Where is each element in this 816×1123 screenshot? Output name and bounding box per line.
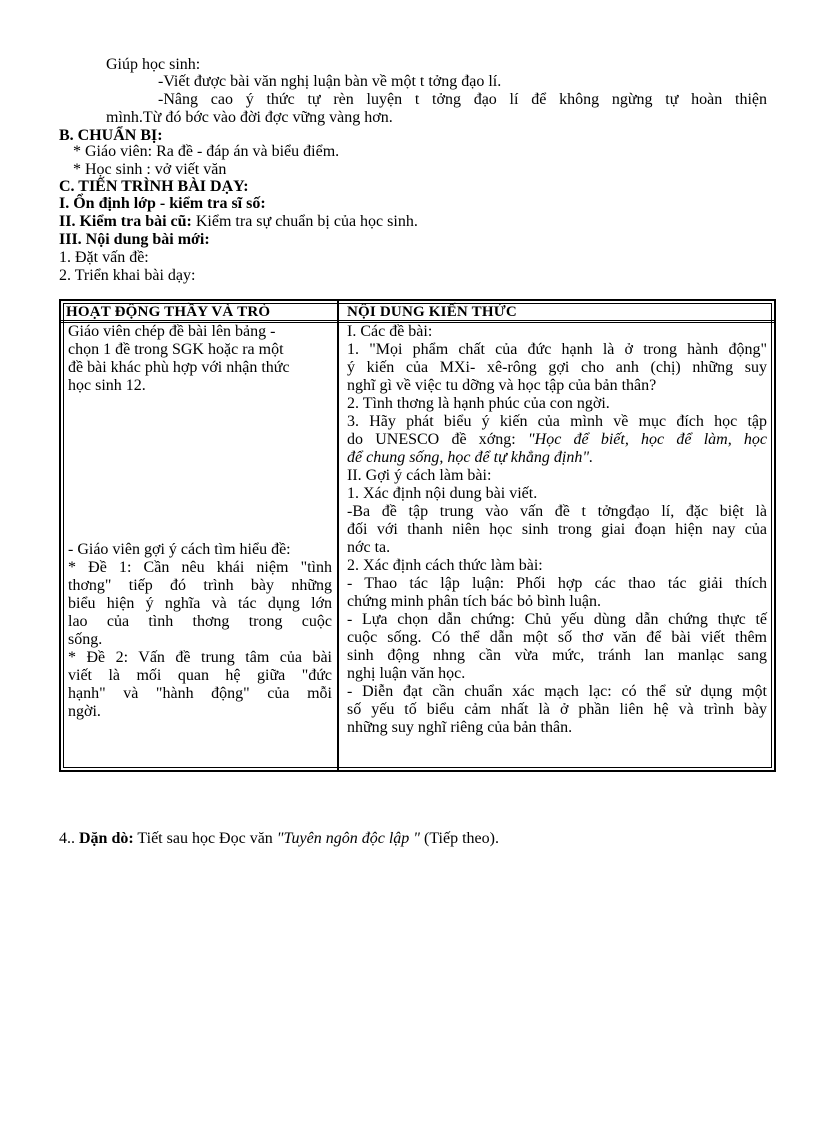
right-line: đối với thanh niên học sinh trong giai đoạn hiện nay của	[347, 521, 767, 538]
right-line: II. Gợi ý cách làm bài:	[347, 467, 492, 484]
right-line: sinh động nhng cần vừa mức, tránh lan manlạc sang	[347, 647, 767, 664]
objective-item-1: -Viết được bài văn nghị luận bàn về một t tởng đạo lí.	[158, 73, 502, 90]
right-line: 2. Xác định cách thức làm bài:	[347, 557, 543, 574]
right-cell	[347, 323, 767, 737]
right-line: những suy nghĩ riêng của bản thân.	[347, 719, 573, 736]
right-line: nghĩ gì về việc tu dỡng và học tập của bản thân?	[347, 377, 657, 394]
table-column-divider	[337, 299, 339, 772]
homework-title: "Tuyên ngôn độc lập "	[276, 830, 420, 847]
step-3-heading: III. Nội dung bài mới:	[59, 231, 210, 248]
left-cell-top	[68, 323, 332, 395]
section-c-heading: C. TIẾN TRÌNH BÀI DẠY:	[59, 178, 249, 195]
right-line: nớc ta.	[347, 539, 391, 556]
left-bottom-line: viết là mối quan hệ giữa "đức	[68, 667, 332, 684]
step-2-text: Kiểm tra sự chuẩn bị của học sinh.	[195, 213, 418, 230]
section-b-student: * Học sinh : vở viết văn	[73, 161, 227, 178]
right-line: số yếu tố biểu cảm nhất là ở phần liên hệ và trình bày	[347, 701, 767, 718]
homework-line	[59, 830, 499, 848]
right-line: -Ba đề tập trung vào vấn đề t tởngđạo lí, đặc biệt là	[347, 503, 767, 520]
left-bottom-line: - Giáo viên gợi ý cách tìm hiểu đề:	[68, 541, 291, 558]
right-line	[347, 431, 767, 449]
left-bottom-line: biểu hiện ý nghĩa và tác dụng lớn	[68, 595, 332, 612]
objective-item-2-line-2: mình.Từ đó bớc vào đời đợc vững vàng hơn.	[106, 109, 393, 126]
objectives-intro: Giúp học sinh:	[106, 56, 201, 73]
homework-label: Dặn dò:	[79, 830, 134, 847]
right-line: cuộc sống. Có thể dẫn một số thơ văn để bài viết thêm	[347, 629, 767, 646]
left-bottom-line: * Đề 2: Vấn đề trung tâm của bài	[68, 649, 332, 666]
sub-step-2: 2. Triển khai bài dạy:	[59, 267, 196, 284]
table-header-activities: HOẠT ĐỘNG THẦY VÀ TRÒ	[66, 304, 271, 320]
left-top-line: đề bài khác phù hợp với nhận thức	[68, 359, 290, 376]
right-line-quote: "Học để biết, học để làm, học	[527, 431, 768, 448]
right-line-a: do UNESCO đề xớng:	[347, 431, 516, 448]
left-bottom-line: lao của tình thơng trong cuộc	[68, 613, 332, 630]
left-bottom-line: * Đề 1: Cần nêu khái niệm "tình	[68, 559, 332, 576]
right-line: 1. "Mọi phẩm chất của đức hạnh là ở trong hành động"	[347, 341, 767, 358]
right-line: chứng minh phân tích bác bỏ bình luận.	[347, 593, 601, 610]
left-bottom-line: ngời.	[68, 703, 101, 720]
right-line: - Diễn đạt cần chuẩn xác mạch lạc: có thể sử dụng một	[347, 683, 767, 700]
left-top-line: Giáo viên chép đề bài lên bảng -	[68, 323, 276, 340]
step-1-heading: I. Ổn định lớp - kiểm tra sĩ số:	[59, 195, 266, 212]
right-line: 2. Tình thơng là hạnh phúc của con ngời.	[347, 395, 610, 412]
right-line: - Thao tác lập luận: Phối hợp các thao tác giải thích	[347, 575, 767, 592]
section-b-teacher: * Giáo viên: Ra đề - đáp án và biểu điểm.	[73, 143, 340, 160]
right-line: I. Các đề bài:	[347, 323, 433, 340]
objective-item-2-line-1: -Nâng cao ý thức tự rèn luyện t tởng đạo lí để không ngừng tự hoàn thiện	[158, 91, 767, 108]
right-line: - Lựa chọn dẫn chứng: Chủ yếu dùng dẫn chứng thực tế	[347, 611, 767, 628]
right-line: ý kiến của MXi- xê-rông gợi cho anh (chị) những suy	[347, 359, 767, 376]
right-line: 3. Hãy phát biểu ý kiến của mình về mục đích học tập	[347, 413, 767, 430]
left-bottom-line: hạnh" và "hành động" của mỗi	[68, 685, 332, 702]
homework-text-after: (Tiếp theo).	[424, 830, 499, 847]
left-bottom-line: sống.	[68, 631, 103, 648]
homework-number: 4..	[59, 830, 75, 847]
right-line: nghị luận văn học.	[347, 665, 466, 682]
table-header-content: NỘI DUNG KIẾN THỨC	[347, 304, 517, 320]
left-top-line: học sinh 12.	[68, 377, 146, 394]
step-2-label: II. Kiểm tra bài cũ:	[59, 213, 192, 230]
section-b-heading: B. CHUẨN BỊ:	[59, 127, 163, 144]
step-2-line	[59, 213, 418, 231]
sub-step-1: 1. Đặt vấn đề:	[59, 249, 149, 266]
homework-text-before: Tiết sau học Đọc văn	[137, 830, 273, 847]
left-cell-bottom	[68, 541, 332, 721]
right-line: 1. Xác định nội dung bài viết.	[347, 485, 538, 502]
left-top-line: chọn 1 đề trong SGK hoặc ra một	[68, 341, 284, 358]
left-bottom-line: thơng" tiếp đó trình bày những	[68, 577, 332, 594]
right-line: để chung sống, học để tự khẳng định".	[347, 449, 594, 466]
